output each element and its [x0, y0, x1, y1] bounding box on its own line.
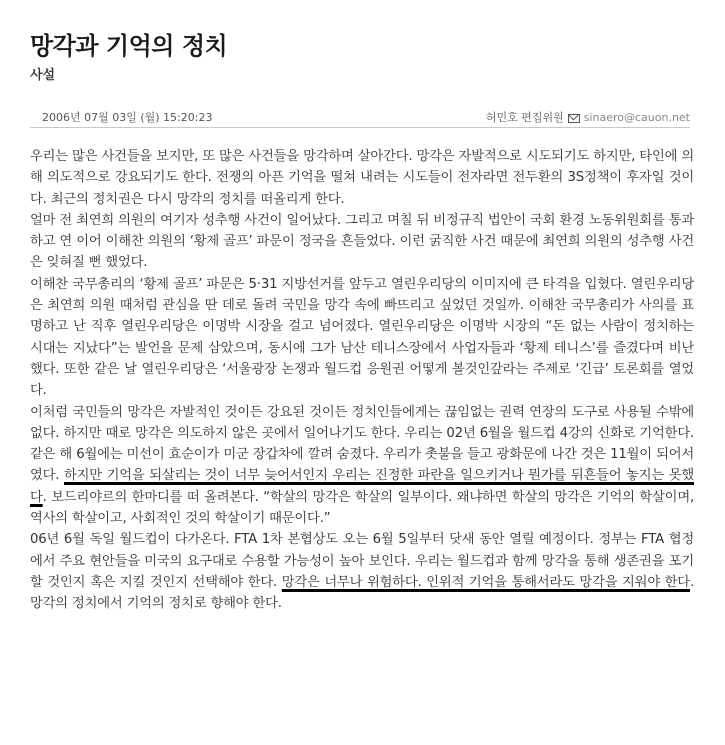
publish-date: 2006년 07월 03일 (월) 15:20:23	[42, 111, 213, 124]
section-label: 사설	[30, 68, 56, 83]
paragraph-text: . 보드리야르의 한마디를 떠 올려본다. “학살의 망각은 학살의 일부이다. 왜냐하면 학살의 망각은 기억의 학살이며, 역사의 학살이고, 사회적인 것의 학살이기 때문이다.”	[30, 489, 694, 527]
article-title: 망각과 기억의 정치	[30, 32, 228, 60]
divider	[30, 127, 690, 128]
paragraph-text: . 망각의 정치에서 기억의 정치로 향해야 한다.	[30, 574, 694, 612]
paragraph	[30, 529, 694, 614]
paragraph-text: 이해찬 국무총리의 ‘황제 골프’ 파문은 5·31 지방선거를 앞두고 열린우리당의 이미지에 큰 타격을 입혔다. 열린우리당은 최연희 의원 때처럼 관심을 딴 데로 돌려 국민을 망각 속에 빠뜨리고 싶었던 것일까. 이해찬 국무총리가 사의를 표명하고 난 직후 열린우리당은 이명박 시장을 걸고 넘어졌다. 열린우리당은 이명박 시장의 “돈 없는 사람이 정치하는 시대는 지났다”는 발언을 문제 삼았으며, 동시에 그가 남산 테니스장에서 사업자들과 ‘황제 테니스’를 즐겼다며 비난했다. 또한 같은 날 열린우리당은 ‘서울광장 논쟁과 월드컵 응원권 어떻게 볼것인갚라는 주제로 ‘긴급’ 토론회를 열었다.	[30, 276, 694, 399]
paragraph-text: 얼마 전 최연희 의원의 여기자 성추행 사건이 일어났다. 그리고 며칠 뒤 비정규직 법안이 국회 환경 노동위원회를 통과하고 연 이어 이해찬 의원의 ‘황제 골프’ 파문이 정국을 흔들었다. 이런 굵직한 사건 때문에 최연희 의원의 성추행 사건은 잊혀질 뻔 했었다.	[30, 212, 694, 271]
byline	[486, 109, 690, 125]
paragraph	[30, 402, 694, 530]
paragraph	[30, 146, 694, 210]
underlined-text: 하지만 기억을 되살리는 것이 너무 늦어서인지 우리는 진정한 파란을 일으키거나 뭔가를 뒤흔들어 놓지는 못했다	[30, 468, 694, 505]
underlined-text: 망각은 너무나 위험하다. 인위적 기억을 통해서라도 망각을 지워야 한다	[281, 574, 690, 590]
mail-icon[interactable]	[568, 114, 580, 123]
author-name: 허민호 편집위원	[485, 111, 564, 124]
article-body	[30, 146, 694, 615]
paragraph-text: 이처럼 국민들의 망각은 자발적인 것이든 강요된 것이든 정치인들에게는 끊임없는 권력 연장의 도구로 사용될 수밖에 없다. 하지만 때로 망각은 의도하지 않은 곳에서 일어나기도 한다. 우리는 02년 6월을 월드컵 4강의 신화로 기억한다. 같은 해 6월에는 미선이 효순이가 미군 장갑차에 깔려 숨졌다. 우리가 촛불을 들고 광화문에 나간 것은 11월이 되어서였다.	[30, 404, 694, 484]
paragraph-text: 06년 6월 독일 월드컵이 다가온다. FTA 1차 본협상도 오는 6월 5일부터 닷새 동안 열릴 예정이다. 정부는 FTA 협정에서 주요 현안들을 미국의 요구대로 수용할 가능성이 높아 보인다. 우리는 월드컵과 함께 망각을 통해 생존권을 포기할 것인지 혹은 지킬 것인지 선택해야 한다.	[30, 532, 694, 590]
paragraph	[30, 210, 694, 274]
paragraph-text: 우리는 많은 사건들을 보지만, 또 많은 사건들을 망각하며 살아간다. 망각은 자발적으로 시도되기도 하지만, 타인에 의해 의도적으로 강요되기도 한다. 전쟁의 아픈 기억을 떨쳐 내려는 시도들이 전자라면 전두환의 3S정책이 후자일 것이다. 최근의 정치권은 다시 망각의 정치를 떠올리게 한다.	[30, 149, 694, 207]
article-meta	[30, 105, 690, 127]
paragraph	[30, 274, 694, 402]
author-email[interactable]: sinaero@cauon.net	[583, 110, 690, 124]
